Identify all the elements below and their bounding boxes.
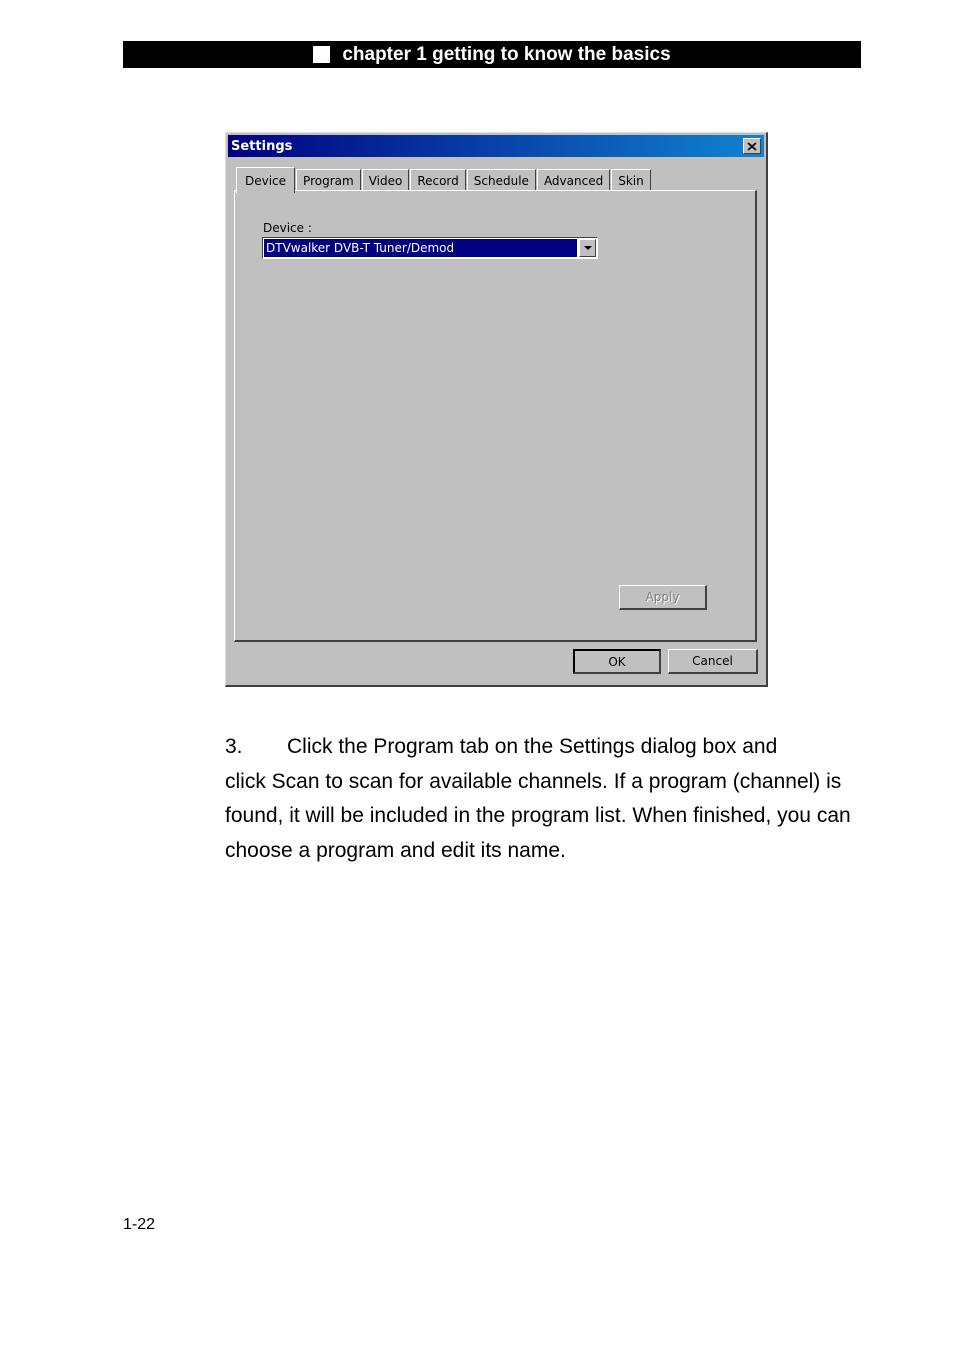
tab-program[interactable]: Program [296, 169, 361, 191]
device-select[interactable] [262, 237, 598, 259]
device-label: Device : [263, 221, 312, 235]
dialog-titlebar[interactable] [228, 135, 764, 157]
settings-dialog [225, 132, 768, 687]
step-paragraph [225, 730, 885, 868]
settings-tabs [236, 165, 652, 191]
cancel-button[interactable]: Cancel [668, 649, 758, 674]
chapter-header [123, 41, 861, 68]
device-tab-panel [234, 190, 757, 642]
chevron-down-icon [584, 246, 592, 251]
step-text-line1: Click the Program tab on the Settings dialog box and [287, 735, 778, 758]
tab-video[interactable]: Video [362, 169, 410, 191]
tab-advanced[interactable]: Advanced [537, 169, 610, 191]
dialog-title: Settings [231, 138, 293, 154]
step-text-rest: click Scan to scan for available channels. If a program (channel) is found, it will be included in the program list. When finished, you can choose a program and edit its name. [225, 769, 851, 862]
ok-button[interactable]: OK [573, 649, 661, 674]
chapter-title: chapter 1 getting to know the basics [342, 43, 671, 65]
close-icon [747, 142, 757, 151]
tab-device[interactable]: Device [236, 167, 295, 193]
tab-schedule[interactable]: Schedule [467, 169, 536, 191]
device-select-value: DTVwalker DVB-T Tuner/Demod [264, 239, 577, 257]
step-number: 3. [225, 735, 243, 758]
tab-record[interactable]: Record [410, 169, 465, 191]
square-bullet-icon [313, 46, 330, 63]
page-number: 1-22 [123, 1216, 156, 1233]
dropdown-button[interactable] [579, 239, 596, 257]
close-button[interactable] [743, 138, 761, 154]
tab-skin[interactable]: Skin [611, 169, 651, 191]
apply-button[interactable]: Apply [619, 585, 707, 610]
